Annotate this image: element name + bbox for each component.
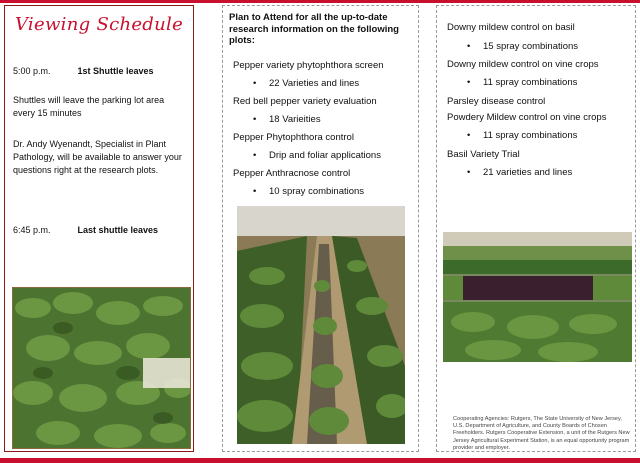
plot-item-detail: • Drip and foliar applications <box>253 150 381 161</box>
plot-item-title: Pepper Phytophthora control <box>233 132 354 143</box>
plot-item-title: Powdery Mildew control on vine crops <box>447 112 607 123</box>
field-rows-illustration <box>237 206 405 444</box>
plot-item-detail: • 22 Varieties and lines <box>253 78 359 89</box>
schedule-label: Last shuttle leaves <box>77 225 159 235</box>
plot-item-detail: • 21 varieties and lines <box>467 167 572 178</box>
plot-item-detail: • 11 spray combinations <box>467 77 577 88</box>
basil-field-photo <box>443 232 632 362</box>
schedule-time: 5:00 p.m. <box>13 66 51 76</box>
plot-item-title: Downy mildew control on basil <box>447 22 575 33</box>
plot-item-detail: • 15 spray combinations <box>467 41 578 52</box>
schedule-label: 1st Shuttle leaves <box>77 66 154 76</box>
plot-item-detail: • 18 Varieities <box>253 114 321 125</box>
pepper-rows-photo <box>237 206 405 444</box>
bottom-red-rule <box>0 458 640 463</box>
top-red-rule <box>0 0 640 3</box>
basil-plots-illustration <box>443 232 632 362</box>
cooperating-agencies-note: Cooperating Agencies: Rutgers, The State University of New Jersey, U.S. Department of Agriculture, and County Boards of Chosen Freeholders. Rutgers Cooperative Extension, a unit of the Rutgers New Jersey Agricultural Experiment Station, is an equal opportunity program provider and employer. <box>453 416 630 451</box>
specialist-note: Dr. Andy Wyenandt, Specialist in Plant Pathology, will be available to answer your questions right at the research plots. <box>13 139 182 175</box>
plot-item-title: Pepper Anthracnose control <box>233 168 351 179</box>
page-title: Viewing Schedule <box>14 14 184 35</box>
plot-item-title: Pepper variety phytophthora screen <box>233 60 384 71</box>
plot-item-title: Red bell pepper variety evaluation <box>233 96 377 107</box>
schedule-row-last <box>13 225 158 235</box>
pepper-plants-photo <box>12 287 191 449</box>
shuttle-note: Shuttles will leave the parking lot area every 15 minutes <box>13 95 165 118</box>
plots-panel-right <box>436 5 636 452</box>
plot-item-title: Parsley disease control <box>447 96 546 107</box>
schedule-time: 6:45 p.m. <box>13 225 51 235</box>
plots-heading: Plan to Attend for all the up-to-date research information on the following plots: <box>229 12 399 46</box>
schedule-panel <box>4 5 194 452</box>
schedule-row-first <box>13 66 154 76</box>
plot-item-detail: • 10 spray combinations <box>253 186 364 197</box>
plots-panel-left <box>222 5 419 452</box>
plot-item-title: Basil Variety Trial <box>447 149 520 160</box>
plot-item-title: Downy mildew control on vine crops <box>447 59 599 70</box>
plot-item-detail: • 11 spray combinations <box>467 130 577 141</box>
plant-leaves-illustration <box>13 288 190 448</box>
